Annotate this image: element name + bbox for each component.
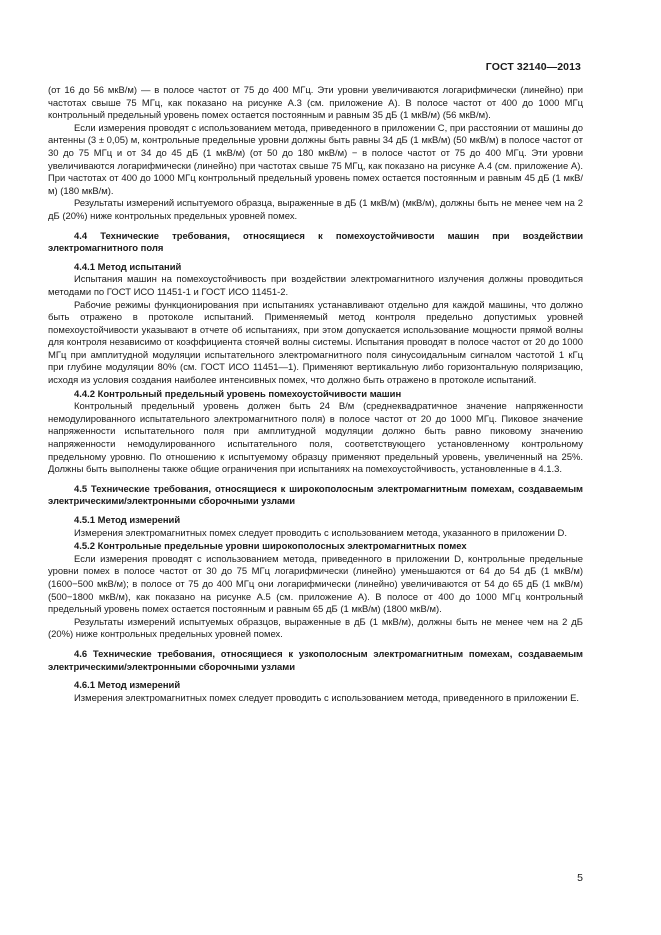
- subsection-heading-4-6-1: 4.6.1 Метод измерений: [74, 680, 181, 692]
- document-body: [48, 85, 583, 705]
- paragraph: Результаты измерений испытуемого образца, выраженные в дБ (1 мкВ/м) (мкВ/м), должны быть не менее чем на 2 дБ (20%) ниже контрольных предельных уровней помех.: [48, 198, 583, 222]
- subsection-heading-4-5-1: 4.5.1 Метод измерений: [74, 515, 181, 526]
- document-header: ГОСТ 32140—2013: [485, 61, 581, 73]
- paragraph: (от 16 до 56 мкВ/м) — в полосе частот от 75 до 400 МГц. Эти уровни увеличиваются логарифмически (линейно) при частотах свыше 75 МГц, как показано на рисунке А.3 (см. приложение А). В полосе частот от 400 до 1000 МГц контрольный предельный уровень помех остается постоянным и равным 35 дБ (1 мкВ/м) (56 мкВ/м).: [48, 85, 583, 122]
- paragraph: Контрольный предельный уровень должен быть 24 В/м (среднеквадратичное значение напряженности немодулированного испытательного электромагнитного поля) в полосе частот от 20 до 1000 МГц. Пиковое значение напряженности испытательного поля при амплитудной модуляции должно быть равно пиковому значению напряженности немодулированного испытательного поля, соответствующего установленному контрольному предельному уровню. По отношению к испытуемому образцу применяют предельный уровень, увеличенный на 25%. Должны быть выполнены также общие ограничения при испытаниях на помехоустойчивость, установленные в 4.1.3.: [48, 401, 583, 476]
- paragraph: Рабочие режимы функционирования при испытаниях устанавливают отдельно для каждой машины, что должно быть отражено в протоколе испытаний. Применяемый метод контроля предельно допустимых уровней помехоустойчивости указывают в отчете об испытаниях, при этом допускается использование мощности прямой волны для контроля независимо от коэффициента стоячей волны системы. Испытания проводят в полосе частот от 20 до 1000 МГц при амплитудной модуляции испытательного электромагнитного поля синусоидальным сигналом частотой 1 кГц при глубине модуляции 80% (см. ГОСТ ИСО 11451—1). Применяют вертикальную либо горизонтальную поляризацию, исходя из условия создания наиболее интенсивных помех, что должно быть отражено в протоколе испытаний.: [48, 299, 583, 387]
- section-heading-4-4: 4.4 Технические требования, относящиеся к помехоустойчивости машин при воздействии электромагнитного поля: [48, 230, 583, 255]
- paragraph: Измерения электромагнитных помех следует проводить с использованием метода, указанного в приложении D.: [74, 527, 567, 539]
- paragraph: Испытания машин на помехоустойчивость при воздействии электромагнитного излучения должны проводиться методами по ГОСТ ИСО 11451-1 и ГОСТ ИСО 11451-2.: [48, 274, 583, 298]
- subsection-heading-4-5-2: 4.5.2 Контрольные предельные уровни широкополосных электромагнитных помех: [74, 541, 467, 553]
- page-number: 5: [577, 872, 583, 884]
- paragraph: Результаты измерений испытуемых образцов, выраженные в дБ (1 мкВ/м), должны быть не менее чем на 2 дБ (20%) ниже контрольных предельных уровней помех.: [48, 616, 583, 641]
- section-heading-4-5: 4.5 Технические требования, относящиеся к широкополосным электромагнитным помехам, создаваемым электрическими/электронными сборочными узлами: [48, 483, 583, 508]
- paragraph: Если измерения проводят с использованием метода, приведенного в приложении С, при расстоянии от машины до антенны (3 ± 0,05) м, контрольные предельные уровни должны быть равны 34 дБ (1 мкВ/м) (50 мкВ/м) в полосе частот от 30 до 75 МГц и от 34 до 45 дБ (1 мкВ/м) (от 50 до 180 мкВ/м) − в полосе частот от 75 до 400 МГц. Эти уровни увеличиваются логарифмически (линейно) при частотах свыше 75 МГц, как показано на рисунке А.4 (см. приложение А). При частотах от 400 до 1000 МГц контрольный предельный уровень помех остается постоянным и равным 45 дБ (1 мкВ/м) (180 мкВ/м).: [48, 122, 583, 197]
- paragraph: Если измерения проводят с использованием метода, приведенного в приложении D, контрольные предельные уровни помех в полосе частот от 30 до 75 МГц логарифмически (линейно) уменьшаются от 64 до 54 дБ (1 мкВ/м) (1600−500 мкВ/м); в полосе от 75 до 400 МГц они логарифмически (линейно) увеличиваются от 54 до 65 дБ (1 мкВ/м) (500−1800 мкВ/м), как показано на рисунке А.5 (см. приложение А). В полосе от 400 до 1000 МГц контрольный предельный уровень помех остается постоянным и равным 65 дБ (1 мкВ/м) (1800 мкВ/м).: [48, 553, 583, 616]
- subsection-heading-4-4-2: 4.4.2 Контрольный предельный уровень помехоустойчивости машин: [74, 388, 402, 400]
- subsection-heading-4-4-1: 4.4.1 Метод испытаний: [74, 261, 182, 273]
- section-heading-4-6: 4.6 Технические требования, относящиеся к узкополосным электромагнитным помехам, создаваемым электрическими/электронными сборочными узлами: [48, 648, 583, 673]
- paragraph: Измерения электромагнитных помех следует проводить с использованием метода, приведенного в приложении Е.: [74, 692, 580, 704]
